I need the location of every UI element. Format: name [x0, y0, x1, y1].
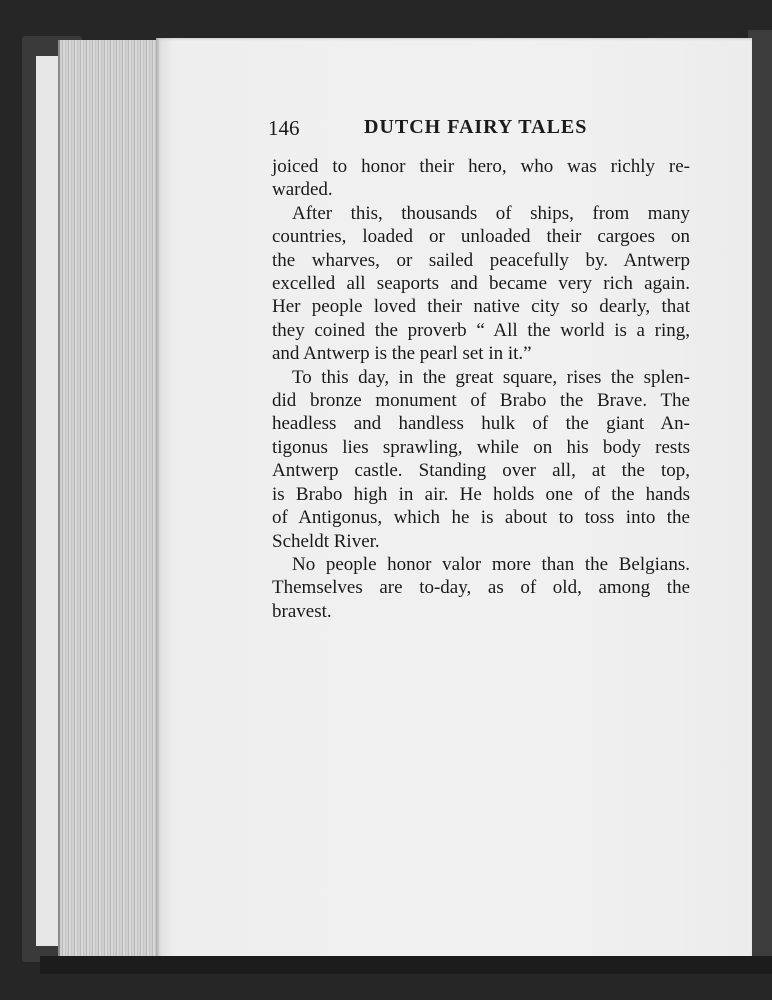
- page-header: [268, 112, 688, 142]
- text-line: Antwerp castle. Standing over all, at the top,: [272, 460, 690, 482]
- text-line: countries, loaded or unloaded their cargoes on: [272, 226, 690, 248]
- text-line: After this, thousands of ships, from many: [292, 202, 690, 224]
- text-line: Themselves are to-day, as of old, among the: [272, 577, 690, 599]
- text-line: Scheldt River.: [272, 530, 380, 552]
- text-line: is Brabo high in air. He holds one of the hands: [272, 483, 690, 505]
- text-line: the wharves, or sailed peacefully by. Antwerp: [272, 249, 690, 271]
- text-line: headless and handless hulk of the giant An-: [272, 413, 690, 435]
- text-line: joiced to honor their hero, who was richly re-: [272, 156, 690, 177]
- text-line: No people honor valor more than the Belgians.: [292, 553, 690, 575]
- text-line: they coined the proverb “ All the world is a ring,: [272, 319, 690, 341]
- text-line: bravest.: [272, 600, 332, 622]
- text-line: warded.: [272, 179, 333, 201]
- page-number: 146: [268, 116, 300, 140]
- body-text: [272, 155, 690, 623]
- text-line: Her people loved their native city so dearly, that: [272, 296, 690, 318]
- text-line: tigonus lies sprawling, while on his body rests: [272, 436, 690, 458]
- text-line: did bronze monument of Brabo the Brave. The: [272, 390, 690, 412]
- text-line: and Antwerp is the pearl set in it.”: [272, 343, 532, 365]
- text-line: of Antigonus, which he is about to toss into the: [272, 507, 690, 529]
- text-line: To this day, in the great square, rises the splen-: [292, 366, 690, 388]
- running-title: DUTCH FAIRY TALES: [364, 116, 588, 138]
- bottom-binding: [40, 956, 772, 974]
- text-line: excelled all seaports and became very rich again.: [272, 273, 690, 295]
- page-stack-edges: [58, 40, 158, 958]
